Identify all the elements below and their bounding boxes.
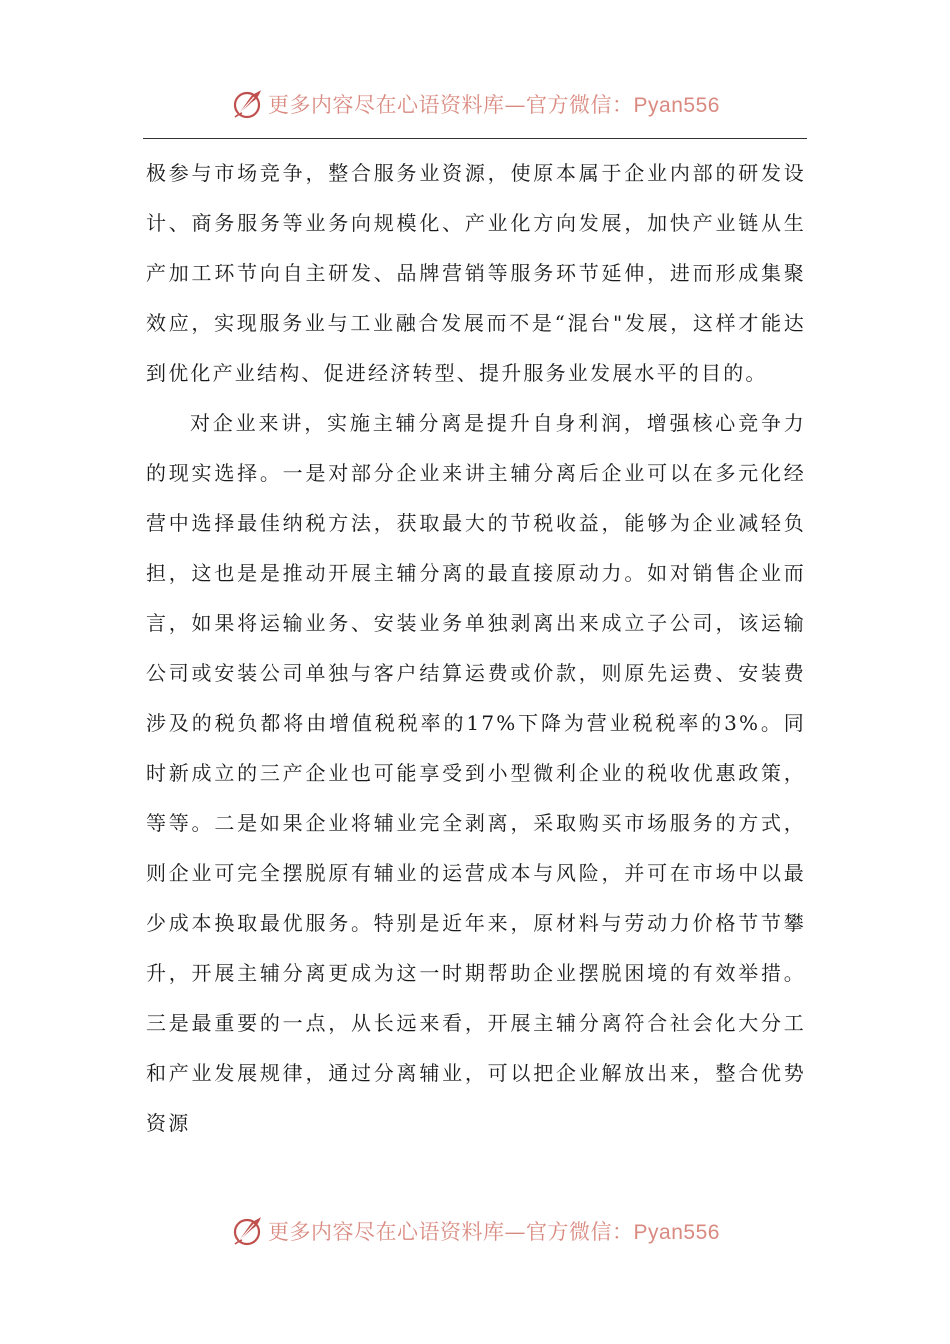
footer-banner-text (268, 1216, 720, 1246)
document-body (146, 148, 806, 1148)
body-paragraph-2: 对企业来讲，实施主辅分离是提升自身利润，增强核心竞争力的现实选择。一是对部分企业来讲主辅分离后企业可以在多元化经营中选择最佳纳税方法，获取最大的节税收益，能够为企业减轻负担，这也是是推动开展主辅分离的最直接原动力。如对销售企业而言，如果将运输业务、安装业务单独剥离出来成立子公司，该运输公司或安装公司单独与客户结算运费或价款，则原先运费、安装费涉及的税负都将由增值税税率的17%下降为营业税税率的3%。同时新成立的三产企业也可能享受到小型微利企业的税收优惠政策，等等。二是如果企业将辅业完全剥离，采取购买市场服务的方式，则企业可完全摆脱原有辅业的运营成本与风险，并可在市场中以最少成本换取最优服务。特别是近年来，原材料与劳动力价格节节攀升，开展主辅分离更成为这一时期帮助企业摆脱困境的有效举措。三是最重要的一点，从长远来看，开展主辅分离符合社会化大分工和产业发展规律，通过分离辅业，可以把企业解放出来，整合优势资源 (146, 411, 806, 1135)
header-banner-text (268, 89, 720, 119)
header-banner (0, 84, 950, 124)
header-account-id: Pyan556 (633, 94, 720, 117)
footer-account-id: Pyan556 (633, 1221, 720, 1244)
quill-logo-icon (230, 1214, 264, 1248)
header-banner-label: 更多内容尽在心语资料库—官方微信： (268, 93, 634, 117)
body-paragraph-1: 极参与市场竞争，整合服务业资源，使原本属于企业内部的研发设计、商务服务等业务向规模化、产业化方向发展，加快产业链从生产加工环节向自主研发、品牌营销等服务环节延伸，进而形成集聚效应，实现服务业与工业融合发展而不是“混台"发展，这样才能达到优化产业结构、促进经济转型、提升服务业发展水平的目的。 (146, 161, 806, 385)
footer-banner (0, 1211, 950, 1251)
quill-logo-icon (230, 87, 264, 121)
footer-banner-label: 更多内容尽在心语资料库—官方微信： (268, 1220, 634, 1244)
header-divider (143, 138, 807, 139)
